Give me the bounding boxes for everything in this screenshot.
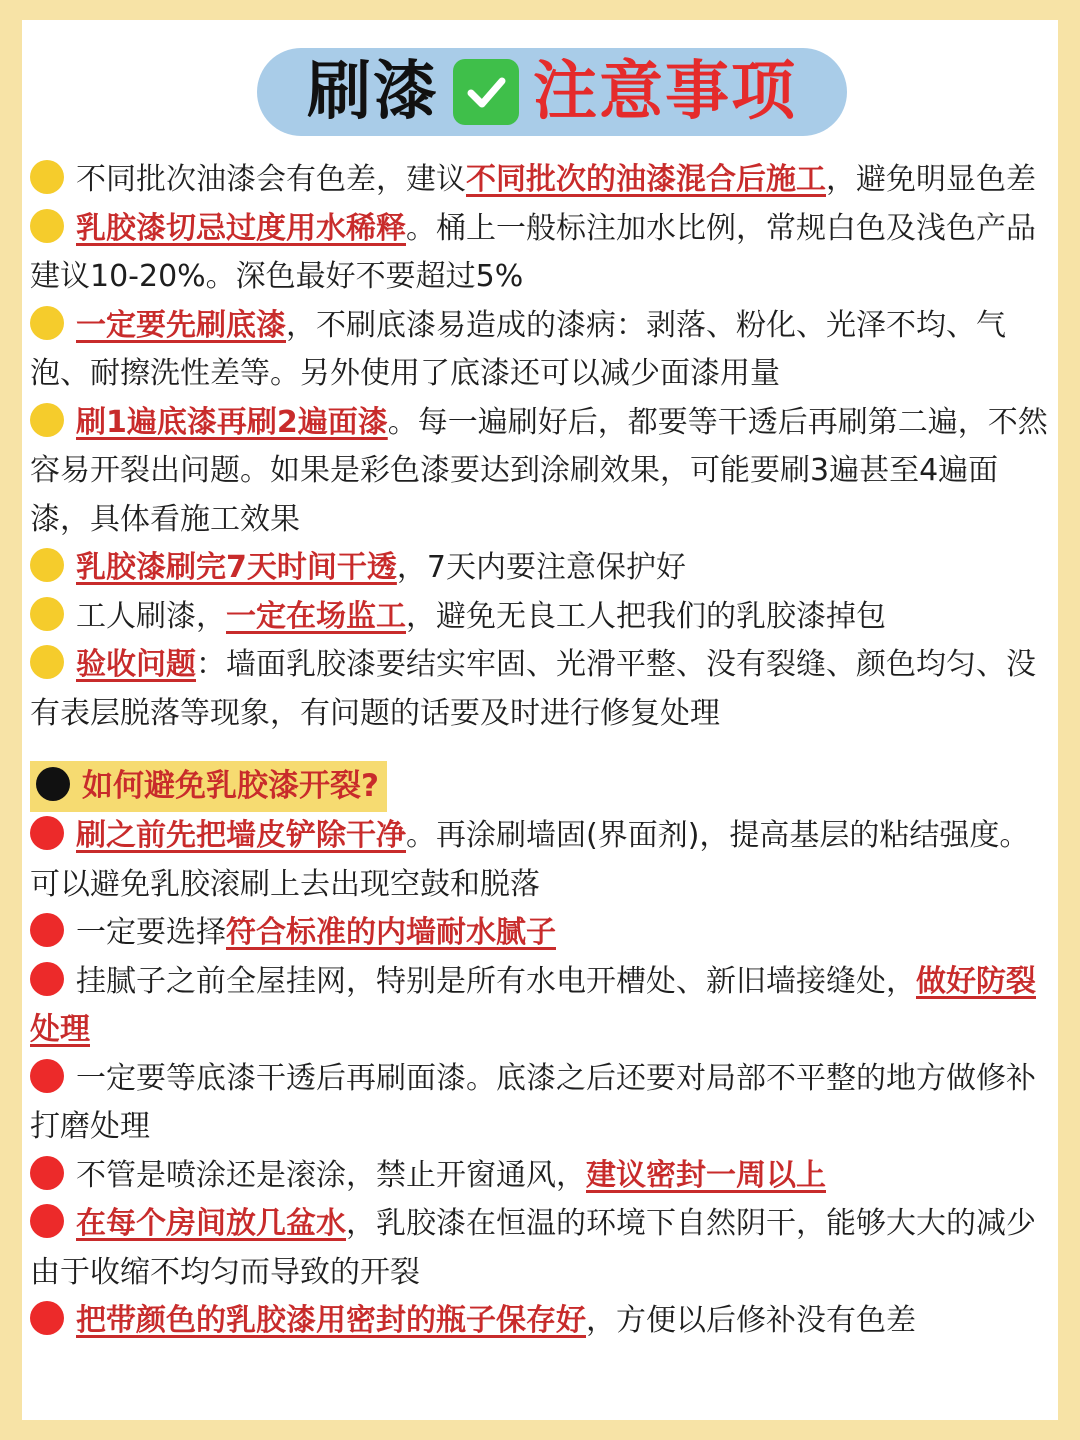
item-text: 。再涂刷墙固(界面剂)，提高基层的粘结强度。可以避免乳胶滚刷上去出现空鼓和脱落 (30, 818, 1030, 902)
red-dot-icon (30, 1301, 64, 1335)
list-item (30, 156, 1056, 205)
yellow-dot-icon (30, 160, 64, 194)
highlighted-text: 一定在场监工 (226, 598, 406, 634)
item-text: 不同批次油漆会有色差，建议 (76, 162, 466, 197)
title-part1: 刷漆 (307, 55, 439, 129)
highlighted-text: 不同批次的油漆混合后施工 (466, 162, 826, 197)
highlighted-text: 做好防裂处理 (30, 963, 1036, 1047)
yellow-dot-icon (30, 597, 64, 631)
item-text: ，7天内要注意保护好 (396, 550, 686, 585)
item-text: 工人刷漆， (76, 598, 226, 634)
item-text: 。桶上一般标注加水比例，常规白色及浅色产品建议10-20%。深色最好不要超过5% (30, 210, 1036, 294)
item-text: 挂腻子之前全屋挂网，特别是所有水电开槽处、新旧墙接缝处， (76, 963, 916, 999)
item-text: ，不刷底漆易造成的漆病：剥落、粉化、光泽不均、气泡、耐擦洗性差等。另外使用了底漆还可以减少面漆用量 (30, 307, 1006, 391)
article-body (30, 156, 1056, 1346)
item-text: 一定要等底漆干透后再刷面漆。底漆之后还要对局部不平整的地方做修补打磨处理 (30, 1060, 1036, 1144)
section-heading-label: 如何避免乳胶漆开裂? (82, 768, 379, 804)
list-item (30, 641, 1056, 738)
item-text: 。每一遍刷好后，都要等干透后再刷第二遍，不然容易开裂出问题。如果是彩色漆要达到涂刷效果，可能要刷3遍甚至4遍面漆，具体看施工效果 (30, 404, 1048, 537)
yellow-dot-icon (30, 306, 64, 340)
highlighted-text: 刷之前先把墙皮铲除干净 (76, 818, 406, 853)
highlighted-text: 乳胶漆切忌过度用水稀释 (76, 210, 406, 246)
highlighted-text: 符合标准的内墙耐水腻子 (226, 915, 556, 950)
list-item (30, 302, 1056, 399)
item-text: ：墙面乳胶漆要结实牢固、光滑平整、没有裂缝、颜色均匀、没有表层脱落等现象，有问题的话要及时进行修复处理 (30, 647, 1036, 731)
yellow-dot-icon (30, 403, 64, 437)
yellow-dot-icon (30, 548, 64, 582)
check-icon (453, 59, 519, 125)
highlighted-text: 验收问题 (76, 647, 196, 682)
red-dot-icon (30, 913, 64, 947)
list-item (30, 1055, 1056, 1152)
item-text: 一定要选择 (76, 915, 226, 950)
item-text: 不管是喷涂还是滚涂，禁止开窗通风， (76, 1157, 586, 1193)
yellow-dot-icon (30, 645, 64, 679)
item-text: ，避免明显色差 (826, 162, 1036, 197)
list-item (30, 399, 1056, 545)
list-item (30, 544, 1056, 593)
item-text: ，乳胶漆在恒温的环境下自然阴干，能够大大的减少由于收缩不均匀而导致的开裂 (30, 1206, 1036, 1290)
list-item (30, 1297, 1056, 1346)
highlighted-text: 建议密封一周以上 (586, 1157, 826, 1193)
item-text: ，方便以后修补没有色差 (586, 1303, 916, 1338)
highlighted-text: 乳胶漆刷完7天时间干透 (76, 550, 397, 585)
highlighted-text: 把带颜色的乳胶漆用密封的瓶子保存好 (76, 1303, 586, 1338)
title-part2: 注意事项 (533, 55, 797, 129)
red-dot-icon (30, 962, 64, 996)
red-dot-icon (30, 816, 64, 850)
black-dot-icon (36, 767, 70, 801)
highlighted-text: 在每个房间放几盆水 (76, 1206, 346, 1241)
list-item (30, 1200, 1056, 1297)
list-item (30, 909, 1056, 958)
list-item (30, 812, 1056, 909)
highlighted-text: 刷1遍底漆再刷2遍面漆 (76, 404, 388, 440)
title-banner (257, 48, 847, 136)
list-item (30, 958, 1056, 1055)
red-dot-icon (30, 1156, 64, 1190)
item-text: ，避免无良工人把我们的乳胶漆掉包 (406, 598, 886, 634)
list-item (30, 593, 1056, 642)
tips-list (30, 156, 1056, 738)
yellow-dot-icon (30, 209, 64, 243)
content-card (22, 20, 1058, 1420)
section-heading-crack (30, 761, 387, 812)
red-dot-icon (30, 1059, 64, 1093)
red-dot-icon (30, 1204, 64, 1238)
highlighted-text: 一定要先刷底漆 (76, 307, 286, 343)
crack-tips-list (30, 812, 1056, 1346)
list-item (30, 205, 1056, 302)
list-item (30, 1152, 1056, 1201)
